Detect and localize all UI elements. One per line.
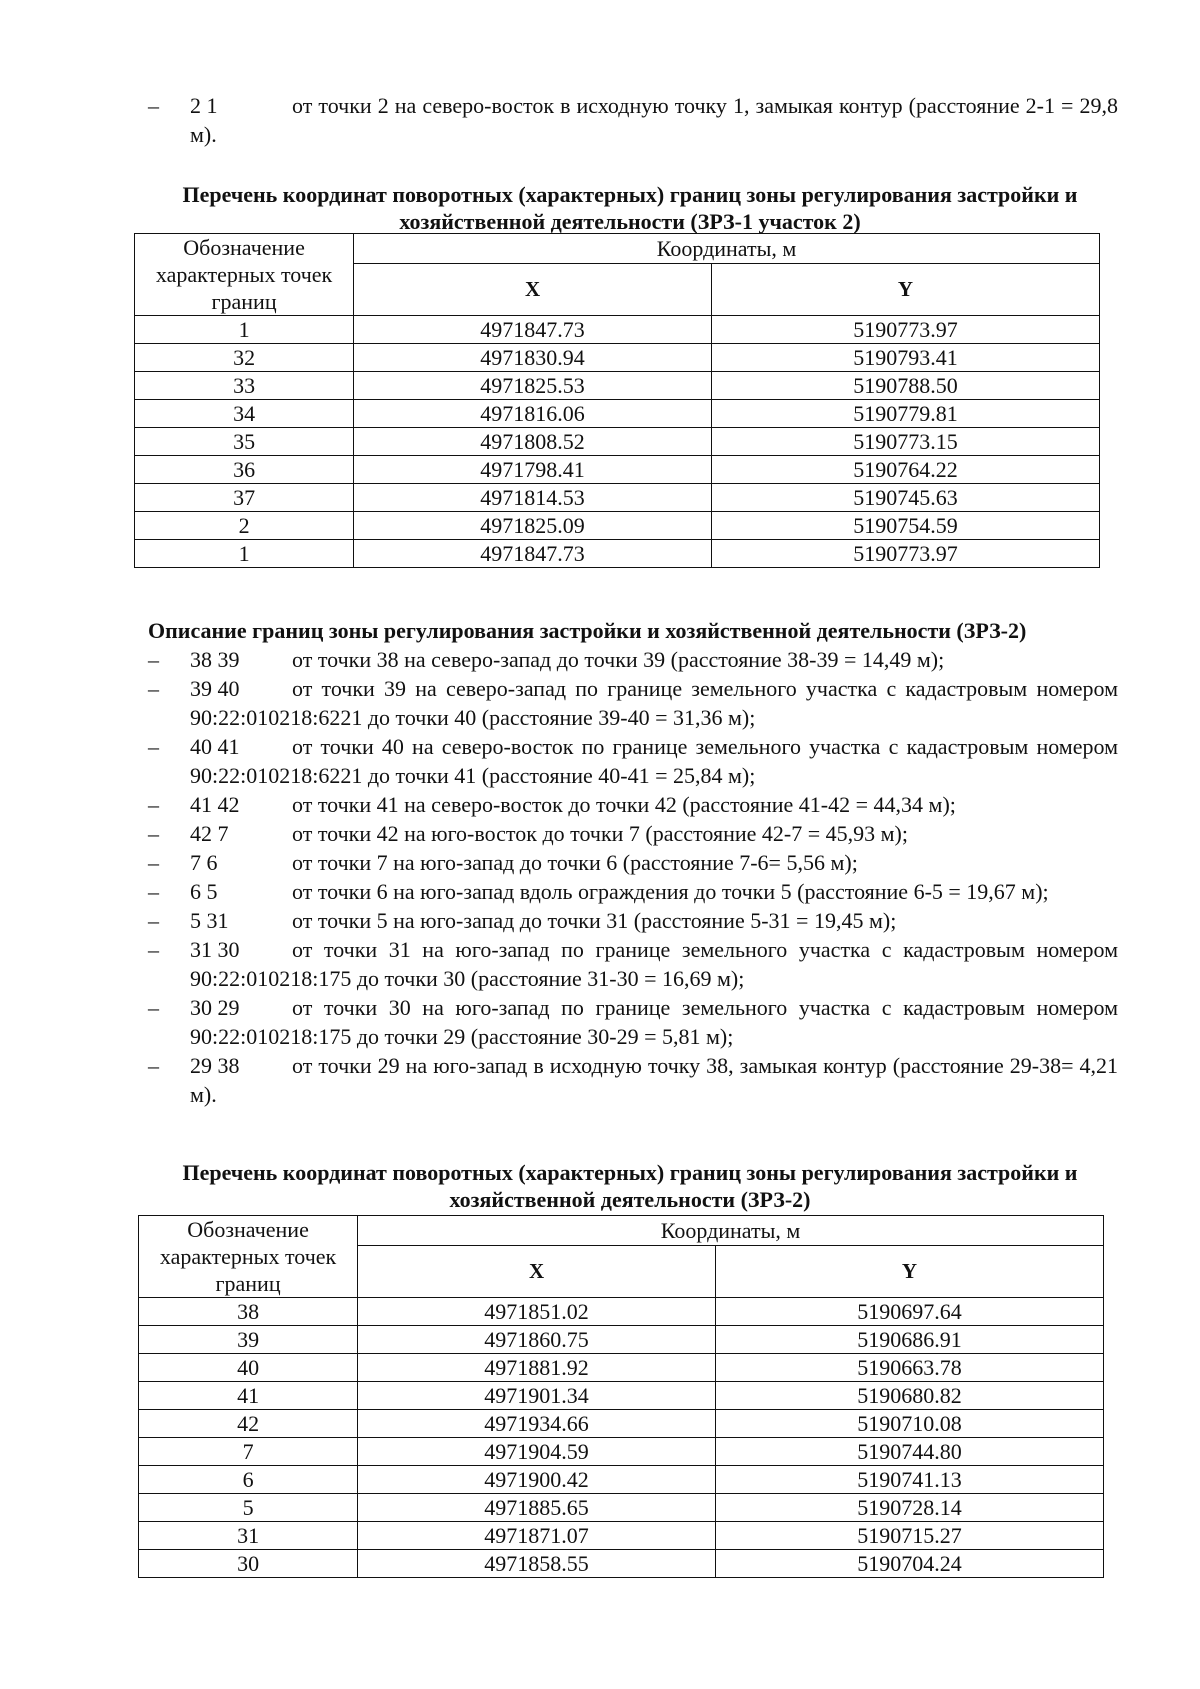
header-point-designation: Обозначение характерных точек границ [139,1216,358,1298]
point-cell: 40 [139,1354,358,1382]
segment-points: 6 5 [190,879,218,904]
table-row [135,540,1100,568]
y-coordinate-cell: 5190779.81 [711,400,1099,428]
segment-description: от точки 31 на юго-запад по границе земельного участка с кадастровым номером 90:22:010218:175 до точки 30 (расстояние 31-30 = 16,69 м); [190,937,1118,991]
header-coordinates: Координаты, м [358,1216,1104,1246]
y-coordinate-cell: 5190793.41 [711,344,1099,372]
boundary-segment-item [148,674,1118,732]
y-coordinate-cell: 5190710.08 [715,1410,1103,1438]
point-cell: 5 [139,1494,358,1522]
list-dash: – [148,792,159,817]
point-cell: 30 [139,1550,358,1578]
y-coordinate-cell: 5190788.50 [711,372,1099,400]
segment-description: от точки 6 на юго-запад вдоль ограждения до точки 5 (расстояние 6-5 = 19,67 м); [292,879,1049,904]
table-row [139,1438,1104,1466]
x-coordinate-cell: 4971885.65 [358,1494,716,1522]
list-dash: – [148,821,159,846]
y-coordinate-cell: 5190773.97 [711,540,1099,568]
point-cell: 41 [139,1382,358,1410]
segment-description: от точки 41 на северо-восток до точки 42 (расстояние 41-42 = 44,34 м); [292,792,956,817]
list-dash: – [148,908,159,933]
y-coordinate-cell: 5190663.78 [715,1354,1103,1382]
table-row [135,484,1100,512]
boundary-segment-item [148,645,1118,674]
zrz2-boundary-description [148,645,1118,1109]
table-row [135,316,1100,344]
segment-description: от точки 7 на юго-запад до точки 6 (расстояние 7-6= 5,56 м); [292,850,858,875]
x-coordinate-cell: 4971814.53 [354,484,712,512]
segment-points: 42 7 [190,821,229,846]
table-row [135,344,1100,372]
table-row [139,1298,1104,1326]
segment-description: от точки 38 на северо-запад до точки 39 (расстояние 38-39 = 14,49 м); [292,647,945,672]
table-row [139,1466,1104,1494]
segment-description: от точки 42 на юго-восток до точки 7 (расстояние 42-7 = 45,93 м); [292,821,908,846]
segment-points: 41 42 [190,792,240,817]
x-coordinate-cell: 4971851.02 [358,1298,716,1326]
x-coordinate-cell: 4971830.94 [354,344,712,372]
point-cell: 37 [135,484,354,512]
point-cell: 38 [139,1298,358,1326]
boundary-segment-item [148,732,1118,790]
header-coordinates: Координаты, м [354,234,1100,264]
point-cell: 1 [135,540,354,568]
y-coordinate-cell: 5190715.27 [715,1522,1103,1550]
boundary-segment-item [148,848,1118,877]
boundary-segment-item [148,935,1118,993]
segment-points: 30 29 [190,995,240,1020]
table-row [139,1550,1104,1578]
segment-points: 38 39 [190,647,240,672]
header-y: Y [715,1245,1103,1297]
boundary-segment-item [148,1051,1118,1109]
segment-points: 29 38 [190,1053,240,1078]
point-cell: 35 [135,428,354,456]
zrz1-boundary-description-tail [148,91,1118,149]
point-cell: 42 [139,1410,358,1438]
header-point-designation: Обозначение характерных точек границ [135,234,354,316]
y-coordinate-cell: 5190686.91 [715,1326,1103,1354]
table-row [139,1494,1104,1522]
y-coordinate-cell: 5190741.13 [715,1466,1103,1494]
list-dash: – [148,879,159,904]
point-cell: 2 [135,512,354,540]
segment-points: 5 31 [190,908,229,933]
table2-heading: Перечень координат поворотных (характерных) границ зоны регулирования застройки и хозяйственной деятельности (ЗРЗ-2) [182,1160,1078,1212]
zrz2-description-heading: Описание границ зоны регулирования застройки и хозяйственной деятельности (ЗРЗ-2) [148,618,1027,643]
table-row [135,428,1100,456]
list-dash: – [148,850,159,875]
y-coordinate-cell: 5190773.15 [711,428,1099,456]
boundary-segment-item [148,993,1118,1051]
boundary-segment-item [148,790,1118,819]
x-coordinate-cell: 4971825.53 [354,372,712,400]
y-coordinate-cell: 5190680.82 [715,1382,1103,1410]
x-coordinate-cell: 4971934.66 [358,1410,716,1438]
x-coordinate-cell: 4971901.34 [358,1382,716,1410]
y-coordinate-cell: 5190744.80 [715,1438,1103,1466]
point-cell: 34 [135,400,354,428]
segment-points: 7 6 [190,850,218,875]
list-dash: – [148,676,159,701]
x-coordinate-cell: 4971860.75 [358,1326,716,1354]
boundary-segment-item [148,906,1118,935]
list-dash: – [148,995,159,1020]
segment-points: 39 40 [190,676,240,701]
x-coordinate-cell: 4971881.92 [358,1354,716,1382]
table-row [139,1354,1104,1382]
segment-description: от точки 39 на северо-запад по границе земельного участка с кадастровым номером 90:22:010218:6221 до точки 40 (расстояние 39-40 = 31,36 м); [190,676,1118,730]
point-cell: 33 [135,372,354,400]
segment-points: 31 30 [190,937,240,962]
list-dash: – [148,734,159,759]
segment-description: от точки 30 на юго-запад по границе земельного участка с кадастровым номером 90:22:010218:175 до точки 29 (расстояние 30-29 = 5,81 м); [190,995,1118,1049]
x-coordinate-cell: 4971904.59 [358,1438,716,1466]
point-cell: 1 [135,316,354,344]
table-row [139,1326,1104,1354]
zrz1-plot2-coordinates-table [134,233,1100,568]
x-coordinate-cell: 4971825.09 [354,512,712,540]
point-cell: 32 [135,344,354,372]
x-coordinate-cell: 4971847.73 [354,540,712,568]
zrz2-coordinates-table [138,1215,1104,1578]
y-coordinate-cell: 5190764.22 [711,456,1099,484]
table-row [139,1522,1104,1550]
segment-points: 40 41 [190,734,240,759]
point-cell: 6 [139,1466,358,1494]
y-coordinate-cell: 5190728.14 [715,1494,1103,1522]
segment-description: от точки 29 на юго-запад в исходную точку 38, замыкая контур (расстояние 29-38= 4,21 м). [190,1053,1118,1107]
table-row [139,1410,1104,1438]
y-coordinate-cell: 5190754.59 [711,512,1099,540]
table-row [135,372,1100,400]
segment-description: от точки 40 на северо-восток по границе земельного участка с кадастровым номером 90:22:010218:6221 до точки 41 (расстояние 40-41 = 25,84 м); [190,734,1118,788]
x-coordinate-cell: 4971808.52 [354,428,712,456]
list-dash: – [148,1053,159,1078]
header-x: X [354,263,712,315]
x-coordinate-cell: 4971847.73 [354,316,712,344]
y-coordinate-cell: 5190773.97 [711,316,1099,344]
boundary-segment-item [148,877,1118,906]
boundary-segment-item [148,91,1118,149]
header-y: Y [711,263,1099,315]
header-x: X [358,1245,716,1297]
point-cell: 7 [139,1438,358,1466]
table-row [135,400,1100,428]
table-row [135,512,1100,540]
table-row [135,456,1100,484]
segment-description: от точки 2 на северо-восток в исходную точку 1, замыкая контур (расстояние 2-1 = 29,8 м). [190,93,1118,147]
boundary-segment-item [148,819,1118,848]
x-coordinate-cell: 4971858.55 [358,1550,716,1578]
segment-points: 2 1 [190,93,218,118]
x-coordinate-cell: 4971900.42 [358,1466,716,1494]
y-coordinate-cell: 5190745.63 [711,484,1099,512]
table1-heading: Перечень координат поворотных (характерных) границ зоны регулирования застройки и хозяйственной деятельности (ЗРЗ-1 участок 2) [182,182,1078,234]
x-coordinate-cell: 4971816.06 [354,400,712,428]
point-cell: 36 [135,456,354,484]
segment-description: от точки 5 на юго-запад до точки 31 (расстояние 5-31 = 19,45 м); [292,908,897,933]
list-dash: – [148,93,159,118]
list-dash: – [148,937,159,962]
point-cell: 39 [139,1326,358,1354]
table-row [139,1382,1104,1410]
x-coordinate-cell: 4971871.07 [358,1522,716,1550]
x-coordinate-cell: 4971798.41 [354,456,712,484]
y-coordinate-cell: 5190704.24 [715,1550,1103,1578]
y-coordinate-cell: 5190697.64 [715,1298,1103,1326]
point-cell: 31 [139,1522,358,1550]
list-dash: – [148,647,159,672]
